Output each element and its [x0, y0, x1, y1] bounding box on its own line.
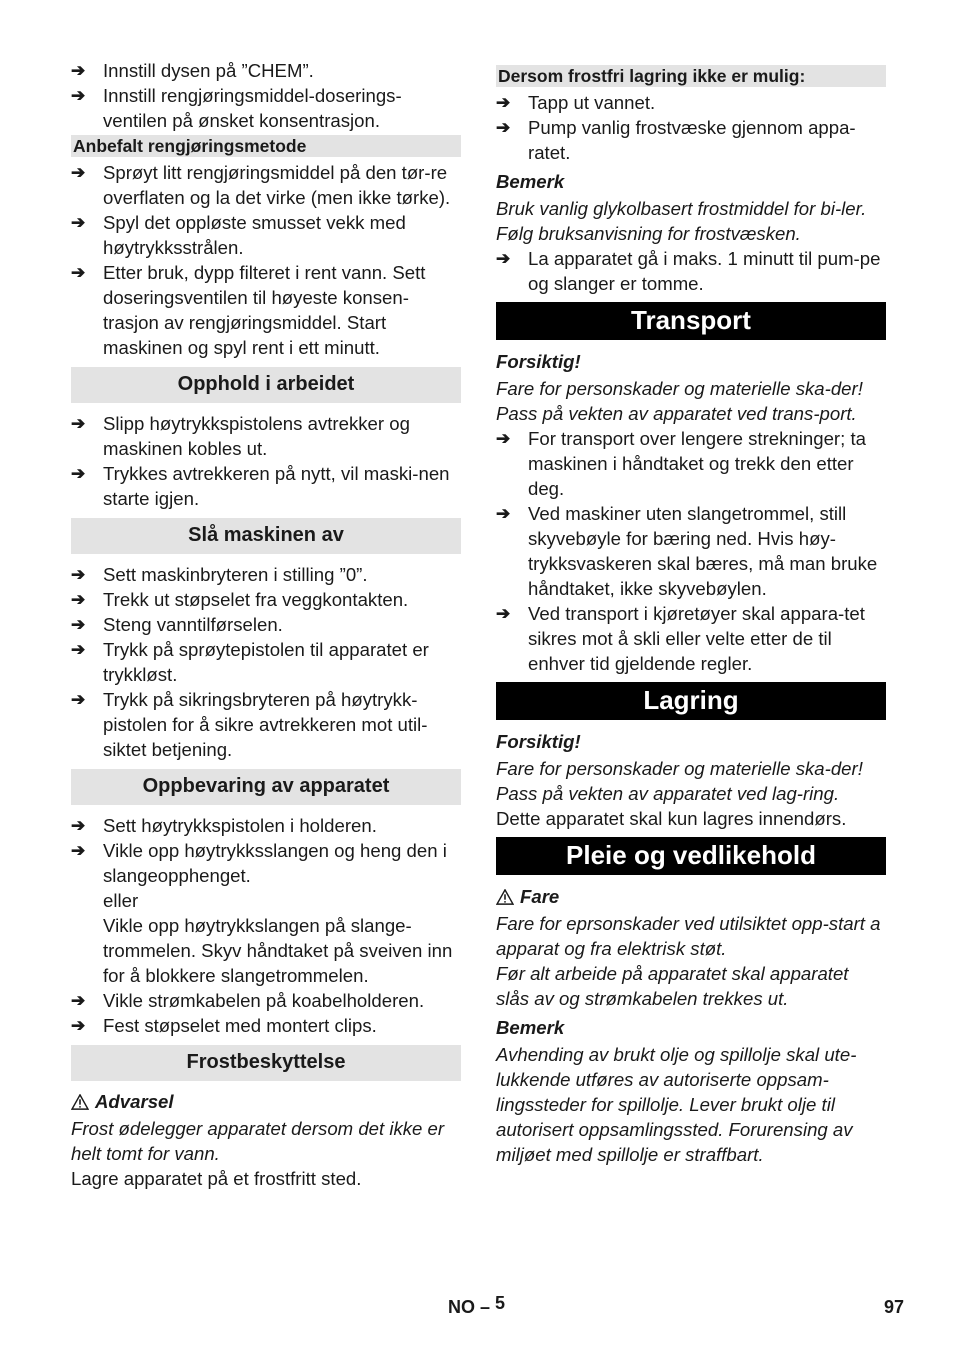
arrow-icon: ➔	[71, 1016, 86, 1035]
heading-transport: Transport	[496, 302, 886, 340]
list-item: ➔ For transport over lengere strekninger; ta maskinen i håndtaket og trekk den etter deg.	[496, 428, 866, 499]
arrow-icon: ➔	[496, 604, 511, 623]
right-column	[496, 58, 886, 1167]
subheading-method: Anbefalt rengjøringsmetode	[71, 135, 461, 157]
body-text: Lagre apparatet på et frostfritt sted.	[71, 1168, 362, 1189]
list-item: ➔ Trekk ut støpselet fra veggkontakten.	[71, 589, 409, 610]
arrow-icon: ➔	[71, 464, 86, 483]
arrow-icon: ➔	[496, 504, 511, 523]
list-item-text: Vikle opp høytrykksslangen og heng den i slangeopphenget.	[103, 840, 447, 886]
arrow-icon: ➔	[496, 429, 511, 448]
warning-triangle-icon	[71, 1094, 89, 1110]
arrow-icon: ➔	[71, 640, 86, 659]
arrow-icon: ➔	[71, 690, 86, 709]
list-item: ➔ Steng vanntilførselen.	[71, 614, 283, 635]
arrow-icon: ➔	[496, 93, 511, 112]
warning-triangle-icon	[496, 889, 514, 905]
list-item: ➔ Sprøyt litt rengjøringsmiddel på den tør-re overflaten og la det virke (men ikke tørke).	[71, 162, 451, 208]
list-item: ➔ Ved maskiner uten slangetrommel, still skyvebøyle for bæring ned. Hvis høy-trykksvaskeren skal bæres, må man bruke håndtaket, ikke skyvebøylen.	[496, 503, 878, 599]
arrow-icon: ➔	[71, 565, 86, 584]
arrow-icon: ➔	[71, 163, 86, 182]
list-item: ➔ Trykk på sikringsbryteren på høytrykk-pistolen for å sikre avtrekkeren mot util-siktet betjening.	[71, 689, 428, 760]
list-item: ➔ Trykkes avtrekkeren på nytt, vil maski-nen starte igjen.	[71, 463, 450, 509]
heading-pause: Opphold i arbeidet	[71, 367, 461, 403]
arrow-icon: ➔	[71, 213, 86, 232]
page-footer	[0, 1293, 954, 1327]
heading-frost: Frostbeskyttelse	[71, 1045, 461, 1081]
caution-label: Forsiktig!	[496, 731, 581, 752]
list-item: ➔ Fest støpselet med montert clips.	[71, 1015, 377, 1036]
note-label: Bemerk	[496, 1017, 565, 1038]
list-item-text: Vikle opp høytrykkslangen på slange-trommelen. Skyv håndtaket på sveiven inn for å blokkere slangetrommelen.	[103, 915, 453, 986]
heading-storage: Oppbevaring av apparatet	[71, 769, 461, 805]
heading-care: Pleie og vedlikehold	[496, 837, 886, 875]
list-item: ➔ Vikle strømkabelen på koabelholderen.	[71, 990, 425, 1011]
danger-text: Før alt arbeide på apparatet skal apparatet slås av og strømkabelen trekkes ut.	[496, 963, 849, 1009]
arrow-icon: ➔	[71, 61, 86, 80]
arrow-icon: ➔	[71, 86, 86, 105]
list-item: ➔ Ved transport i kjøretøyer skal appara-tet sikres mot å skli eller velte etter de til enhver tid gjeldende regler.	[496, 603, 865, 674]
subheading-nofrost: Dersom frostfri lagring ikke er mulig:	[496, 65, 886, 87]
footer-section: NO – 5	[448, 1293, 506, 1317]
body-text: Dette apparatet skal kun lagres innendørs.	[496, 808, 847, 829]
arrow-icon: ➔	[71, 991, 86, 1010]
list-item: ➔ Slipp høytrykkspistolens avtrekker og maskinen kobles ut.	[71, 413, 410, 459]
caution-text: Fare for personskader og materielle ska-der! Pass på vekten av apparatet ved trans-port.	[496, 378, 863, 424]
list-item: ➔ Trykk på sprøytepistolen til apparatet er trykkløst.	[71, 639, 429, 685]
arrow-icon: ➔	[496, 118, 511, 137]
list-item: ➔ Spyl det oppløste smusset vekk med høytrykksstrålen.	[71, 212, 406, 258]
list-item: ➔ Etter bruk, dypp filteret i rent vann. Sett doseringsventilen til høyeste konsen-trasjon av rengjøringsmiddel. Start maskinen og spyl rent i ett minutt.	[71, 262, 426, 358]
arrow-icon: ➔	[71, 816, 86, 835]
arrow-icon: ➔	[71, 841, 86, 860]
danger-label: Fare	[496, 884, 886, 909]
caution-label: Forsiktig!	[496, 351, 581, 372]
arrow-icon: ➔	[71, 263, 86, 282]
list-item: ➔ La apparatet gå i maks. 1 minutt til pum-pe og slanger er tomme.	[496, 248, 881, 294]
heading-switch-off: Slå maskinen av	[71, 518, 461, 554]
list-item: ➔ Innstill dysen på ”CHEM”.	[71, 60, 314, 81]
list-item: ➔ Tapp ut vannet.	[496, 92, 656, 113]
list-item: ➔ Sett høytrykkspistolen i holderen.	[71, 815, 377, 836]
arrow-icon: ➔	[496, 249, 511, 268]
heading-lagring: Lagring	[496, 682, 886, 720]
danger-text: Fare for eprsonskader ved utilsiktet opp-start a apparat og fra elektrisk støt.	[496, 913, 881, 959]
warning-label: Advarsel	[71, 1089, 461, 1114]
list-item: ➔ Sett maskinbryteren i stilling ”0”.	[71, 564, 368, 585]
caution-text: Fare for personskader og materielle ska-der! Pass på vekten av apparatet ved lag-ring.	[496, 758, 863, 804]
list-item-text: eller	[103, 890, 139, 911]
note-text: Følg bruksanvisning for frostvæsken.	[496, 223, 801, 244]
page-number: 97	[884, 1297, 905, 1317]
note-label: Bemerk	[496, 171, 565, 192]
note-text: Avhending av brukt olje og spillolje skal ute-lukkende utføres av autoriserte oppsam-lingssteder for spillolje. Lever brukt olje til autorisert oppsamlingssted. Forurensing av miljøet med spillolje er straffbart.	[496, 1044, 857, 1165]
left-column	[71, 58, 461, 1191]
list-item: ➔ Innstill rengjøringsmiddel-doserings-ventilen på ønsket konsentrasjon.	[71, 85, 402, 131]
arrow-icon: ➔	[71, 414, 86, 433]
note-text: Bruk vanlig glykolbasert frostmiddel for bi-ler.	[496, 198, 867, 219]
list-item: ➔ Pump vanlig frostvæske gjennom appa-ratet.	[496, 117, 856, 163]
arrow-icon: ➔	[71, 590, 86, 609]
warning-text: Frost ødelegger apparatet dersom det ikke er helt tomt for vann.	[71, 1118, 445, 1164]
list-item	[71, 838, 461, 988]
arrow-icon: ➔	[71, 615, 86, 634]
